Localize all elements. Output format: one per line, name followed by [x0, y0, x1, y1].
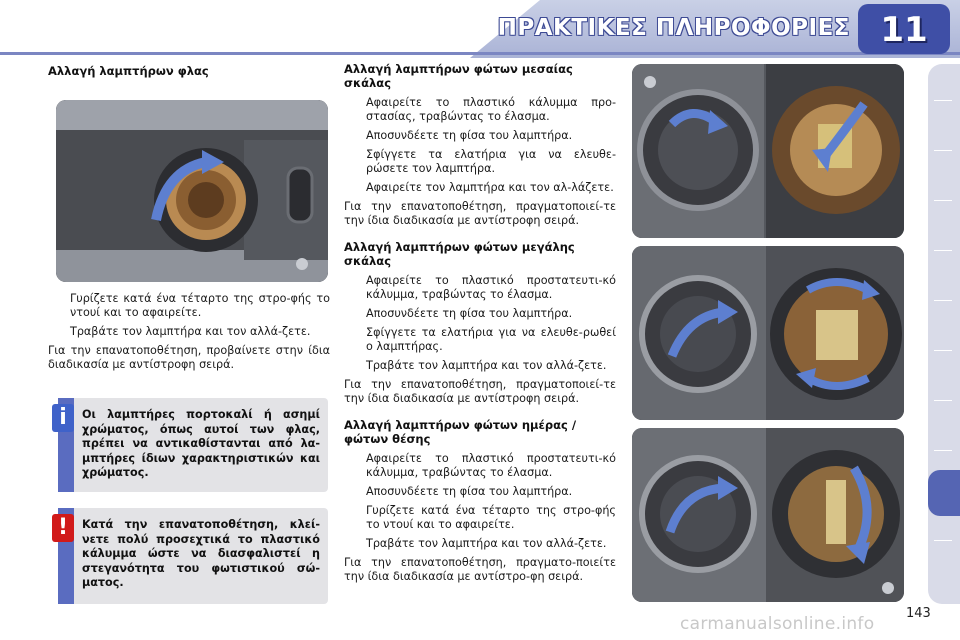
instruction-item: Σφίγγετε τα ελατήρια για να ελευθε-ρώσετε τον λαμπτήρα. — [366, 148, 616, 175]
tab-divider — [934, 540, 952, 541]
warning-icon: ! — [52, 514, 74, 542]
instruction-item: Γυρίζετε κατά ένα τέταρτο της στρο-φής το ντουί και το αφαιρείτε. — [70, 292, 330, 319]
reinstall-note: Για την επανατοποθέτηση, προβαίνετε στην ίδια διαδικασία με αντίστροφη σειρά. — [48, 344, 330, 371]
left-title-block — [48, 64, 330, 84]
section-title-high-beam: Αλλαγή λαμπτήρων φώτων μεγάλης σκάλας — [344, 240, 575, 268]
page-title: ΠΡΑΚΤΙΚΕΣ ΠΛΗΡΟΦΟΡΙΕΣ — [497, 15, 850, 41]
header-rule — [0, 52, 960, 55]
instruction-item: Γυρίζετε κατά ένα τέταρτο της στρο-φής το ντουί και το αφαιρείτε. — [366, 504, 616, 531]
info-icon: i — [52, 404, 74, 432]
section-title-daytime-lights: Αλλαγή λαμπτήρων φώτων ημέρας / φώτων θέσης — [344, 418, 577, 446]
section-high-beam — [344, 240, 616, 406]
instruction-item: Αφαιρείτε το πλαστικό προστατευτι-κό κάλυμμα, τραβώντας το έλασμα. — [366, 274, 616, 301]
tab-divider — [934, 300, 952, 301]
reinstall-note: Για την επανατοποθέτηση, πραγματοποιεί-τε την ίδια διαδικασία με αντίστροφη σειρά. — [344, 200, 616, 227]
section-daytime-lights — [344, 418, 616, 584]
chapter-tab-active — [928, 470, 960, 516]
instruction-item: Τραβάτε τον λαμπτήρα και τον αλλά-ζετε. — [366, 359, 607, 372]
watermark: carmanualsonline.info — [680, 614, 875, 634]
left-text-block — [48, 292, 330, 378]
reinstall-note: Για την επανατοποθέτηση, πραγματο-ποιείτε την ίδια διαδικασία με αντίστρο-φη σειρά. — [344, 556, 616, 583]
tab-divider — [934, 450, 952, 451]
warning-box — [58, 508, 328, 604]
photo-high-beam — [632, 246, 904, 420]
instruction-item: Τραβάτε τον λαμπτήρα και τον αλλά-ζετε. — [366, 537, 607, 550]
info-box-text: Οι λαμπτήρες πορτοκαλί ή ασημί χρώματος, όπως αυτοί των φλας, πρέπει να αντικαθίστανται από λα-μπτήρες ίδιων χαρακτηριστικών και χρώματος. — [82, 408, 320, 479]
section-low-beam — [344, 62, 616, 228]
instruction-item: Τραβάτε τον λαμπτήρα και τον αλλά-ζετε. — [70, 325, 311, 338]
info-box — [58, 398, 328, 492]
chapter-badge — [858, 4, 950, 54]
instruction-item: Σφίγγετε τα ελατήρια για να ελευθε-ρωθεί ο λαμπτήρας. — [366, 326, 616, 353]
photo-daytime-lights — [632, 428, 904, 602]
warning-box-text: Κατά την επανατοποθέτηση, κλεί-νετε πολύ προσεχτικά το πλαστικό κάλυμμα ώστε να διασφαλιστεί η στεγανότητα του φωτιστικού σώ-ματος. — [82, 518, 320, 589]
page-number: 143 — [906, 606, 931, 621]
instruction-item: Αποσυνδέετε τη φίσα του λαμπτήρα. — [366, 129, 573, 142]
instruction-item: Αφαιρείτε τον λαμπτήρα και τον αλ-λάζετε. — [366, 181, 614, 194]
instruction-item: Αποσυνδέετε τη φίσα του λαμπτήρα. — [366, 485, 573, 498]
tab-divider — [934, 100, 952, 101]
tab-divider — [934, 400, 952, 401]
instruction-item: Αφαιρείτε το πλαστικό προστατευτι-κό κάλυμμα, τραβώντας το έλασμα. — [366, 452, 616, 479]
section-title-low-beam: Αλλαγή λαμπτήρων φώτων μεσαίας σκάλας — [344, 62, 573, 90]
reinstall-note: Για την επανατοποθέτηση, πραγματοποιεί-τε την ίδια διαδικασία με αντίστροφη σειρά. — [344, 378, 616, 405]
tab-divider — [934, 250, 952, 251]
chapter-tab-strip — [928, 64, 960, 604]
tab-divider — [934, 150, 952, 151]
photo-indicator-bulb — [56, 100, 328, 282]
section-title-indicator: Αλλαγή λαμπτήρων φλας — [48, 64, 209, 78]
tab-divider — [934, 350, 952, 351]
middle-column — [344, 62, 616, 590]
instruction-item: Αφαιρείτε το πλαστικό κάλυμμα προ-στασίας, τραβώντας το έλασμα. — [366, 96, 616, 123]
chapter-number: 11 — [880, 10, 928, 50]
tab-divider — [934, 200, 952, 201]
instruction-item: Αποσυνδέετε τη φίσα του λαμπτήρα. — [366, 307, 573, 320]
photo-low-beam — [632, 64, 904, 238]
